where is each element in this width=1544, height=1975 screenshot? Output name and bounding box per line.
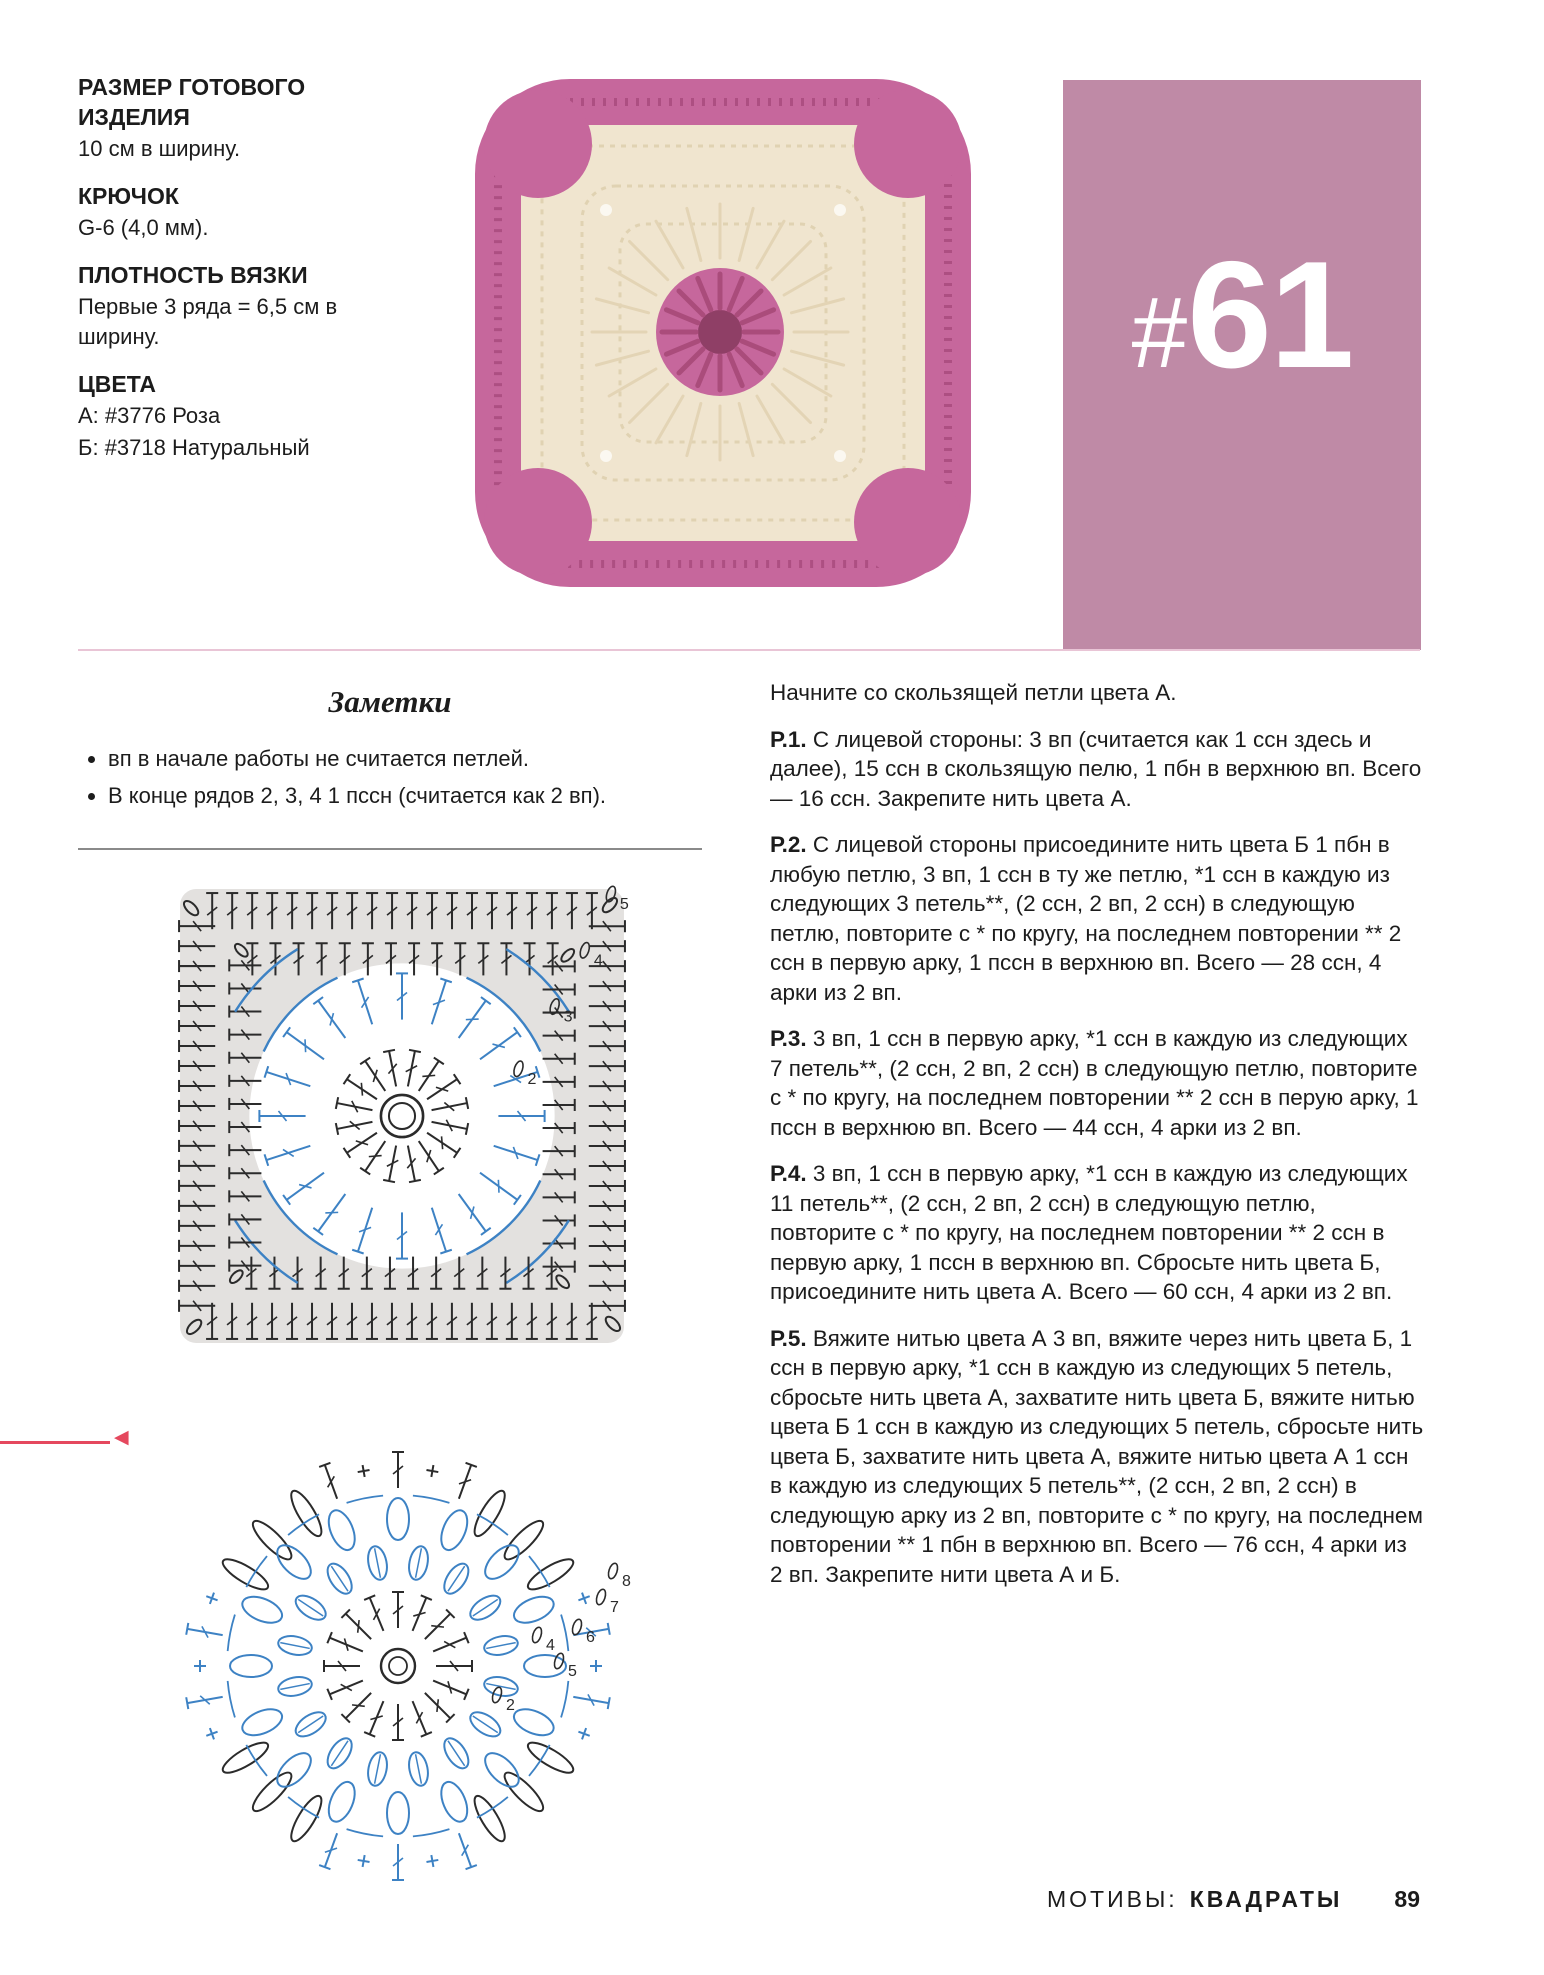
page-footer bbox=[700, 1886, 1420, 1913]
svg-text:4: 4 bbox=[546, 1637, 555, 1654]
chart-canvas bbox=[166, 868, 638, 1364]
notes-heading: Заметки bbox=[328, 684, 452, 719]
footer-page-number: 89 bbox=[1394, 1886, 1420, 1912]
svg-text:5: 5 bbox=[619, 895, 629, 914]
stitch-chart-rows-6-8 bbox=[158, 1414, 644, 1922]
svg-text:6: 6 bbox=[586, 1629, 595, 1646]
motif-photo bbox=[446, 60, 996, 610]
notes-list bbox=[78, 744, 702, 810]
svg-text:2: 2 bbox=[506, 1697, 515, 1714]
spec-colors bbox=[78, 369, 398, 463]
row-label: Р.2. bbox=[770, 832, 807, 857]
spec-hook-heading: КРЮЧОК bbox=[78, 183, 179, 209]
row-label: Р.1. bbox=[770, 726, 807, 752]
row-label: Р.3. bbox=[770, 1026, 807, 1051]
note-item: • В конце рядов 2, 3, 4 1 пссн (считается как 2 вп). bbox=[108, 781, 702, 810]
spec-gauge-value: Первые 3 ряда = 6,5 см в ширину. bbox=[78, 294, 338, 349]
footer-section-label: МОТИВЫ: bbox=[1046, 1886, 1178, 1912]
spec-gauge-heading: ПЛОТНОСТЬ ВЯЗКИ bbox=[78, 262, 308, 288]
row-label: Р.5. bbox=[770, 1325, 807, 1351]
pattern-number-badge bbox=[1063, 80, 1421, 650]
svg-text:8: 8 bbox=[622, 1573, 631, 1590]
row-text: Вяжите нитью цвета А 3 вп, вяжите через нить цвета Б, 1 ссн в первую арку, *1 ссн в каждую из следующих 5 петель, сбросьте нить цвета А, захватите нить цвета Б, вяжите нитью цвета Б 1 ссн в каждую из следующих 5 петель, сбросьте нить цвета Б, захватите нить цвета А, вяжите нитью цвета А 1 ссн в каждую из следующих 5 петель**, (2 ссн, 2 вп, 2 ссн) в следующую арку из 2 вп, повторите с * по кругу, на последнем повторении ** 1 пбн в верхнюю вп. Всего — 76 ссн, 4 арки из 2 вп. Закрепите нити цвета А и Б. bbox=[770, 1325, 1424, 1587]
margin-marker-line bbox=[0, 1441, 110, 1444]
chart-canvas bbox=[158, 1414, 644, 1922]
spec-color-b: Б: #3718 Натуральный bbox=[78, 435, 310, 460]
spec-size bbox=[78, 72, 398, 164]
row-text: 3 вп, 1 ссн в первую арку, *1 ссн в каждую из следующих 7 петель**, (2 ссн, 2 вп, 2 ссн) в следующую петлю, повторите с * по кругу, на последнем повторении ** 2 ссн в перую арку, 1 пссн в верхнюю вп. Всего — 44 ссн, 4 арки из 2 вп. bbox=[770, 1026, 1419, 1140]
row-text: 3 вп, 1 ссн в первую арку, *1 ссн в каждую из следующих 11 петель**, (2 ссн, 2 вп, 2 ссн) в следующую петлю, повторите с * по кругу, на последнем повторении ** 2 ссн в первую арку, 1 пссн в верхнюю вп. Сбросьте нить цвета Б, присоедините нить цвета А. Всего — 60 ссн, 4 арки из 2 вп. bbox=[770, 1161, 1408, 1304]
instruction-row bbox=[770, 1159, 1425, 1307]
svg-text:2: 2 bbox=[527, 1069, 537, 1088]
footer-section-title: КВАДРАТЫ bbox=[1189, 1886, 1343, 1912]
section-divider bbox=[78, 649, 1420, 651]
svg-text:7: 7 bbox=[610, 1599, 619, 1616]
row-text: С лицевой стороны: 3 вп (считается как 1 ссн здесь и далее), 15 ссн в скользящую пелю, 1 пбн в верхнюю вп. Всего — 16 ссн. Закрепите нить цвета А. bbox=[770, 726, 1422, 811]
margin-marker-arrow-icon: ◀ bbox=[114, 1427, 129, 1448]
instruction-row bbox=[770, 1024, 1425, 1142]
row-text: С лицевой стороны присоедините нить цвета Б 1 пбн в любую петлю, 3 вп, 1 ссн в ту же петлю, *1 ссн в каждую из следующих 3 петель**, (2 ссн, 2 вп, 2 ссн) в следующую петлю, повторите с * по кругу, на последнем повторении ** 2 ссн в первую арку, 1 пссн в верхнюю вп. Всего — 28 ссн, 4 арки из 2 вп. bbox=[770, 832, 1402, 1005]
spec-column bbox=[78, 72, 398, 480]
svg-text:3: 3 bbox=[563, 1007, 573, 1026]
spec-color-a: А: #3776 Роза bbox=[78, 403, 221, 428]
notes-section bbox=[78, 684, 702, 818]
pattern-number bbox=[1063, 80, 1421, 403]
stitch-chart-rows-2-5 bbox=[166, 868, 638, 1364]
motif-photo-canvas bbox=[446, 60, 996, 610]
note-item: • вп в начале работы не считается петлей. bbox=[108, 744, 702, 773]
spec-size-value: 10 см в ширину. bbox=[78, 136, 241, 161]
instruction-row bbox=[770, 725, 1425, 814]
pattern-number-hash: # bbox=[1131, 277, 1188, 389]
instruction-row bbox=[770, 830, 1425, 1007]
spec-hook bbox=[78, 181, 398, 243]
instructions-column bbox=[770, 678, 1425, 1606]
spec-gauge bbox=[78, 260, 398, 352]
row-label: Р.4. bbox=[770, 1161, 807, 1186]
spec-colors-heading: ЦВЕТА bbox=[78, 371, 156, 397]
notes-divider bbox=[78, 848, 702, 850]
spec-hook-value: G-6 (4,0 мм). bbox=[78, 215, 209, 240]
spec-size-heading: РАЗМЕР ГОТОВОГО ИЗДЕЛИЯ bbox=[78, 74, 306, 130]
instruction-row bbox=[770, 1324, 1425, 1590]
svg-text:4: 4 bbox=[593, 951, 603, 970]
instructions-intro: Начните со скользящей петли цвета А. bbox=[770, 680, 1177, 705]
svg-text:5: 5 bbox=[568, 1663, 577, 1680]
pattern-number-value: 61 bbox=[1187, 230, 1353, 400]
